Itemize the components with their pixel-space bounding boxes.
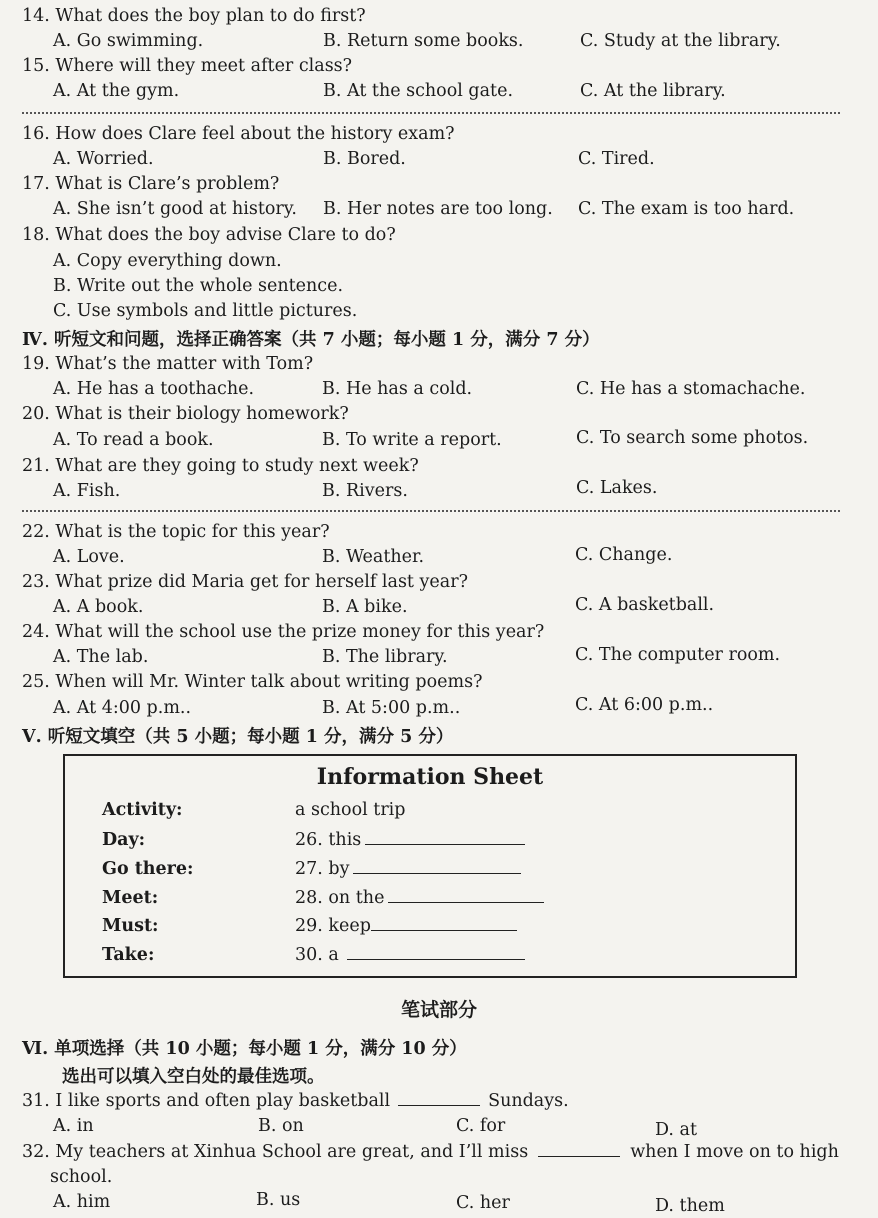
question-23: 23. What prize did Maria get for herself last year? bbox=[22, 572, 468, 592]
question-16: 16. How does Clare feel about the history exam? bbox=[22, 124, 455, 144]
section-5-heading: Ⅴ. 听短文填空（共 5 小题；每小题 1 分，满分 5 分） bbox=[22, 727, 454, 747]
option-20a: A. To read a book. bbox=[53, 430, 214, 450]
sheet-row-26 bbox=[295, 830, 525, 850]
answer-blank-28[interactable] bbox=[388, 888, 544, 903]
option-23a: A. A book. bbox=[53, 597, 144, 617]
option-22a: A. Love. bbox=[53, 547, 125, 567]
option-15a: A. At the gym. bbox=[53, 81, 180, 101]
option-24b: B. The library. bbox=[322, 647, 448, 667]
sheet-label-meet: Meet: bbox=[102, 888, 159, 908]
option-32b: B. us bbox=[256, 1190, 301, 1210]
option-16c: C. Tired. bbox=[578, 149, 655, 169]
option-25c: C. At 6:00 p.m.. bbox=[575, 695, 714, 715]
sheet-row-30 bbox=[295, 945, 525, 965]
option-32c: C. her bbox=[456, 1193, 510, 1213]
option-17c: C. The exam is too hard. bbox=[578, 199, 795, 219]
question-32-text: 32. My teachers at Xinhua School are great, and I’ll miss bbox=[22, 1142, 529, 1162]
sheet-row-29 bbox=[295, 916, 517, 936]
option-22c: C. Change. bbox=[575, 545, 673, 565]
sheet-value-go-there: 27. by bbox=[295, 859, 350, 879]
section-6-heading: Ⅵ. 单项选择（共 10 小题；每小题 1 分，满分 10 分） bbox=[22, 1039, 467, 1059]
option-19a: A. He has a toothache. bbox=[53, 379, 255, 399]
question-31-text-end: Sundays. bbox=[488, 1091, 569, 1111]
sheet-value-day: 26. this bbox=[295, 830, 362, 850]
question-19: 19. What’s the matter with Tom? bbox=[22, 354, 314, 374]
option-21b: B. Rivers. bbox=[322, 481, 408, 501]
sheet-label-go-there: Go there: bbox=[102, 859, 194, 879]
option-15b: B. At the school gate. bbox=[323, 81, 514, 101]
question-32-text-end: when I move on to high bbox=[630, 1142, 839, 1162]
sheet-row-28 bbox=[295, 888, 544, 908]
option-16a: A. Worried. bbox=[53, 149, 154, 169]
question-15: 15. Where will they meet after class? bbox=[22, 56, 353, 76]
option-31d: D. at bbox=[655, 1120, 697, 1140]
question-14: 14. What does the boy plan to do first? bbox=[22, 6, 366, 26]
sheet-label-activity: Activity: bbox=[102, 800, 183, 820]
option-16b: B. Bored. bbox=[323, 149, 406, 169]
option-19b: B. He has a cold. bbox=[322, 379, 473, 399]
option-18b: B. Write out the whole sentence. bbox=[53, 276, 344, 296]
answer-blank-31[interactable] bbox=[398, 1091, 480, 1106]
dotted-divider-2 bbox=[22, 510, 840, 512]
section-4-heading: Ⅳ. 听短文和问题，选择正确答案（共 7 小题；每小题 1 分，满分 7 分） bbox=[22, 330, 600, 350]
sheet-value-take: 30. a bbox=[295, 945, 339, 965]
question-31 bbox=[22, 1091, 569, 1111]
option-25a: A. At 4:00 p.m.. bbox=[53, 698, 192, 718]
option-14a: A. Go swimming. bbox=[53, 31, 204, 51]
option-17a: A. She isn’t good at history. bbox=[53, 199, 297, 219]
option-18c: C. Use symbols and little pictures. bbox=[53, 301, 358, 321]
sheet-label-day: Day: bbox=[102, 830, 146, 850]
option-15c: C. At the library. bbox=[580, 81, 726, 101]
sheet-label-take: Take: bbox=[102, 945, 155, 965]
question-32-line2: school. bbox=[50, 1167, 113, 1187]
option-21c: C. Lakes. bbox=[576, 478, 658, 498]
answer-blank-29[interactable] bbox=[371, 916, 517, 931]
sheet-title: Information Sheet bbox=[316, 764, 544, 790]
written-part-heading: 笔试部分 bbox=[400, 999, 477, 1021]
option-23b: B. A bike. bbox=[322, 597, 408, 617]
answer-blank-32[interactable] bbox=[538, 1142, 620, 1157]
option-23c: C. A basketball. bbox=[575, 595, 715, 615]
option-20b: B. To write a report. bbox=[322, 430, 502, 450]
sheet-row-27 bbox=[295, 859, 521, 879]
dotted-divider bbox=[22, 112, 840, 114]
option-21a: A. Fish. bbox=[53, 481, 121, 501]
question-17: 17. What is Clare’s problem? bbox=[22, 174, 280, 194]
sheet-value-must: 29. keep bbox=[295, 916, 371, 936]
option-14c: C. Study at the library. bbox=[580, 31, 781, 51]
option-31a: A. in bbox=[53, 1116, 94, 1136]
option-14b: B. Return some books. bbox=[323, 31, 524, 51]
option-31c: C. for bbox=[456, 1116, 506, 1136]
question-18: 18. What does the boy advise Clare to do? bbox=[22, 225, 396, 245]
question-31-text: 31. I like sports and often play basketball bbox=[22, 1091, 391, 1111]
sheet-value-meet: 28. on the bbox=[295, 888, 385, 908]
option-24c: C. The computer room. bbox=[575, 645, 781, 665]
information-sheet bbox=[63, 754, 797, 978]
section-6-instructions: 选出可以填入空白处的最佳选项。 bbox=[62, 1067, 325, 1087]
answer-blank-26[interactable] bbox=[365, 830, 525, 845]
question-20: 20. What is their biology homework? bbox=[22, 404, 349, 424]
option-24a: A. The lab. bbox=[53, 647, 149, 667]
option-19c: C. He has a stomachache. bbox=[576, 379, 806, 399]
question-22: 22. What is the topic for this year? bbox=[22, 522, 330, 542]
question-25: 25. When will Mr. Winter talk about writing poems? bbox=[22, 672, 483, 692]
question-24: 24. What will the school use the prize money for this year? bbox=[22, 622, 545, 642]
option-20c: C. To search some photos. bbox=[576, 428, 809, 448]
option-32d: D. them bbox=[655, 1196, 725, 1216]
answer-blank-30[interactable] bbox=[347, 945, 525, 960]
sheet-value-activity: a school trip bbox=[295, 800, 406, 820]
option-22b: B. Weather. bbox=[322, 547, 425, 567]
option-17b: B. Her notes are too long. bbox=[323, 199, 553, 219]
option-18a: A. Copy everything down. bbox=[53, 251, 282, 271]
option-31b: B. on bbox=[258, 1116, 304, 1136]
question-32 bbox=[22, 1142, 839, 1162]
sheet-label-must: Must: bbox=[102, 916, 159, 936]
question-21: 21. What are they going to study next week? bbox=[22, 456, 419, 476]
option-32a: A. him bbox=[53, 1192, 111, 1212]
option-25b: B. At 5:00 p.m.. bbox=[322, 698, 461, 718]
answer-blank-27[interactable] bbox=[353, 859, 521, 874]
